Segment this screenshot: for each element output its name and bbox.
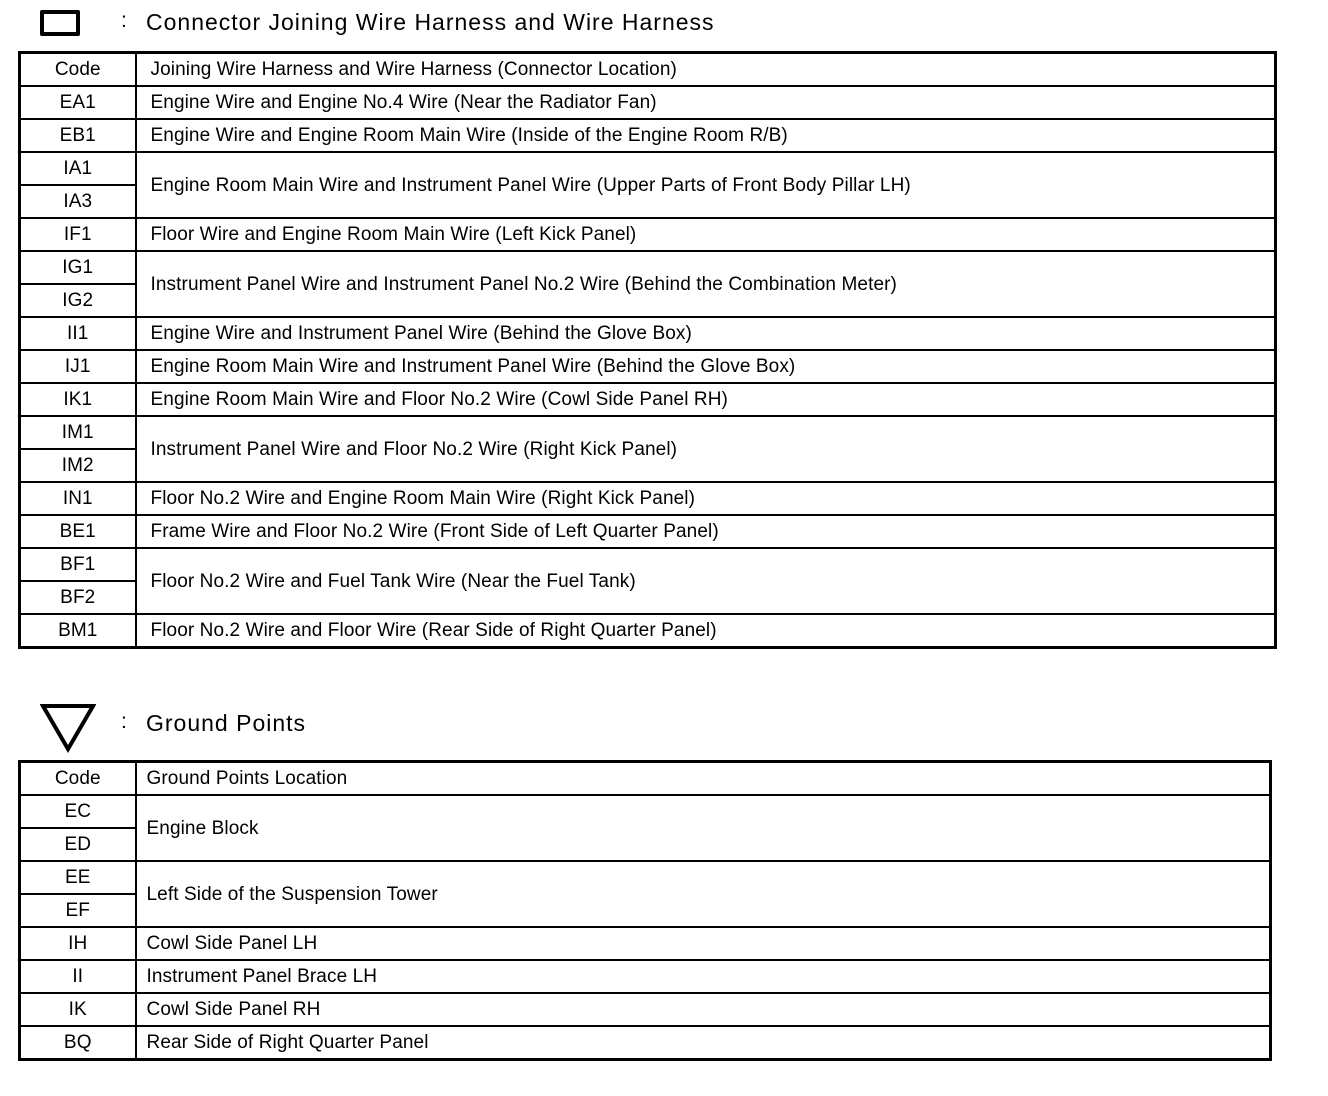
ground-legend-title: Ground Points xyxy=(146,710,307,736)
table-row xyxy=(20,86,1276,119)
table-row xyxy=(20,317,1276,350)
table-row xyxy=(20,383,1276,416)
code-cell: IH xyxy=(20,927,136,960)
legend-colon: : xyxy=(121,9,128,32)
code-cell: BQ xyxy=(20,1026,136,1060)
location-cell: Cowl Side Panel RH xyxy=(136,993,1271,1026)
code-cell: IG1 xyxy=(20,251,136,284)
location-cell: Floor No.2 Wire and Fuel Tank Wire (Near the Fuel Tank) xyxy=(136,548,1276,614)
code-cell: IN1 xyxy=(20,482,136,515)
code-cell: IA3 xyxy=(20,185,136,218)
table-row xyxy=(20,548,1276,581)
table-row xyxy=(20,614,1276,648)
location-cell: Engine Wire and Engine No.4 Wire (Near the Radiator Fan) xyxy=(136,86,1276,119)
table-row xyxy=(20,218,1276,251)
table-header-row xyxy=(20,762,1271,796)
table-row xyxy=(20,416,1276,449)
location-cell: Engine Block xyxy=(136,795,1271,861)
location-cell: Rear Side of Right Quarter Panel xyxy=(136,1026,1271,1060)
table-row xyxy=(20,515,1276,548)
location-cell: Engine Room Main Wire and Instrument Panel Wire (Upper Parts of Front Body Pillar LH) xyxy=(136,152,1276,218)
table-row xyxy=(20,960,1271,993)
location-cell: Engine Room Main Wire and Instrument Panel Wire (Behind the Glove Box) xyxy=(136,350,1276,383)
connector-table-body xyxy=(20,53,1276,648)
code-cell: II xyxy=(20,960,136,993)
ground-table xyxy=(18,760,1272,1061)
location-cell: Floor No.2 Wire and Floor Wire (Rear Side of Right Quarter Panel) xyxy=(136,614,1276,648)
code-cell: EB1 xyxy=(20,119,136,152)
code-cell: BF2 xyxy=(20,581,136,614)
code-cell: IA1 xyxy=(20,152,136,185)
code-cell: EF xyxy=(20,894,136,927)
location-cell: Instrument Panel Wire and Instrument Panel No.2 Wire (Behind the Combination Meter) xyxy=(136,251,1276,317)
connector-legend-title: Connector Joining Wire Harness and Wire Harness xyxy=(146,9,715,35)
location-cell: Floor Wire and Engine Room Main Wire (Left Kick Panel) xyxy=(136,218,1276,251)
code-cell: II1 xyxy=(20,317,136,350)
header-code: Code xyxy=(20,53,136,87)
code-cell: EC xyxy=(20,795,136,828)
location-cell: Instrument Panel Wire and Floor No.2 Wire (Right Kick Panel) xyxy=(136,416,1276,482)
code-cell: IK xyxy=(20,993,136,1026)
code-cell: EE xyxy=(20,861,136,894)
table-row xyxy=(20,1026,1271,1060)
location-cell: Instrument Panel Brace LH xyxy=(136,960,1271,993)
header-location: Joining Wire Harness and Wire Harness (Connector Location) xyxy=(136,53,1276,87)
code-cell: BF1 xyxy=(20,548,136,581)
table-row xyxy=(20,927,1271,960)
table-row xyxy=(20,795,1271,828)
table-row xyxy=(20,119,1276,152)
code-cell: IM1 xyxy=(20,416,136,449)
code-cell: ED xyxy=(20,828,136,861)
header-code: Code xyxy=(20,762,136,796)
code-cell: EA1 xyxy=(20,86,136,119)
down-triangle-icon xyxy=(40,703,96,753)
header-location: Ground Points Location xyxy=(136,762,1271,796)
table-row xyxy=(20,251,1276,284)
location-cell: Engine Wire and Instrument Panel Wire (Behind the Glove Box) xyxy=(136,317,1276,350)
code-cell: IK1 xyxy=(20,383,136,416)
code-cell: IJ1 xyxy=(20,350,136,383)
location-cell: Engine Wire and Engine Room Main Wire (Inside of the Engine Room R/B) xyxy=(136,119,1276,152)
code-cell: BM1 xyxy=(20,614,136,648)
ground-table-body xyxy=(20,762,1271,1060)
code-cell: IG2 xyxy=(20,284,136,317)
code-cell: IF1 xyxy=(20,218,136,251)
location-cell: Cowl Side Panel LH xyxy=(136,927,1271,960)
location-cell: Frame Wire and Floor No.2 Wire (Front Side of Left Quarter Panel) xyxy=(136,515,1276,548)
code-cell: IM2 xyxy=(20,449,136,482)
table-row xyxy=(20,350,1276,383)
rectangle-box-icon xyxy=(40,10,80,36)
legend-colon: : xyxy=(121,710,128,733)
table-row xyxy=(20,993,1271,1026)
table-row xyxy=(20,861,1271,894)
code-cell: BE1 xyxy=(20,515,136,548)
connector-table xyxy=(18,51,1277,649)
location-cell: Left Side of the Suspension Tower xyxy=(136,861,1271,927)
location-cell: Floor No.2 Wire and Engine Room Main Wire (Right Kick Panel) xyxy=(136,482,1276,515)
table-row xyxy=(20,482,1276,515)
location-cell: Engine Room Main Wire and Floor No.2 Wire (Cowl Side Panel RH) xyxy=(136,383,1276,416)
table-row xyxy=(20,152,1276,185)
table-header-row xyxy=(20,53,1276,87)
